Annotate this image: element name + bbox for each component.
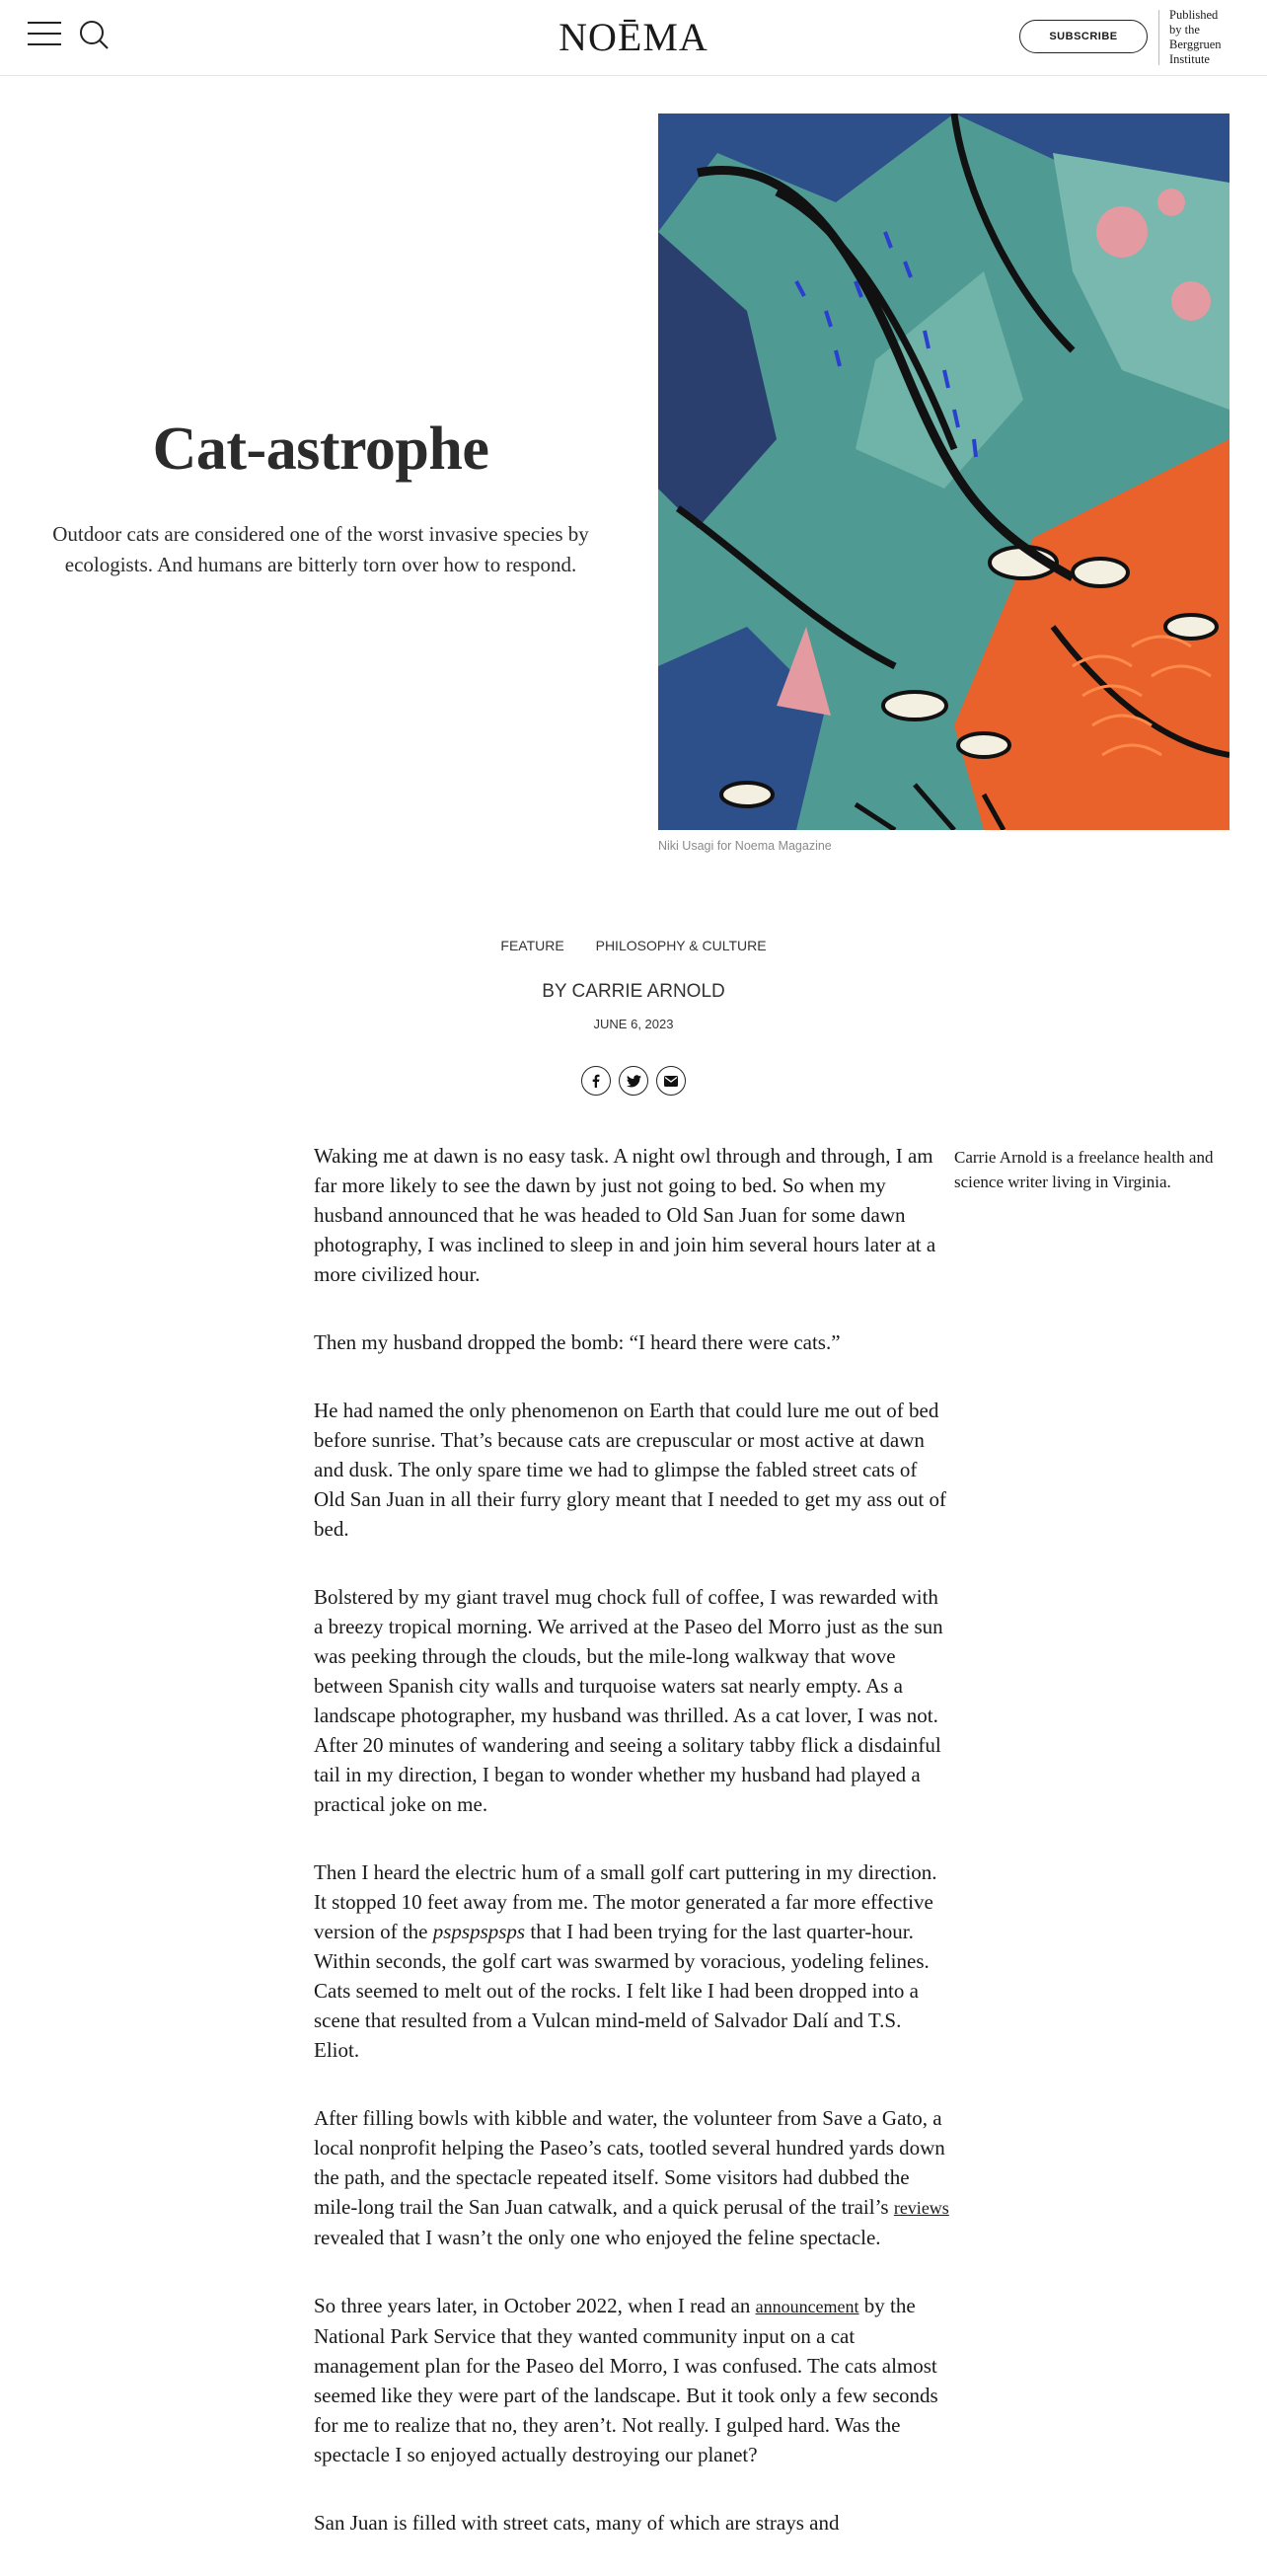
share-email-button[interactable] <box>656 1066 686 1096</box>
publisher-credit[interactable] <box>1169 8 1258 67</box>
reviews-link[interactable]: reviews <box>893 2198 949 2218</box>
author-bio: Carrie Arnold is a freelance health and science writer living in Virginia. <box>954 1148 1214 1191</box>
article-paragraph: Bolstered by my giant travel mug chock full of coffee, I was rewarded with a breezy tropical morning. We arrived at the Paseo del Morro just as the sun was peeking through the clouds, but the mile-long walkway that wove between Spanish city walls and turquoise waters sat nearly empty. As a landscape photographer, my husband was thrilled. As a cat lover, I was not. After 20 minutes of wandering and seeing a solitary tabby flick a disdainful tail in my direction, I began to wonder whether my husband had played a practical joke on me. <box>314 1585 943 1816</box>
article-title: Cat-astrophe <box>152 416 489 483</box>
share-facebook-button[interactable] <box>581 1066 611 1096</box>
article-paragraph: San Juan is filled with street cats, many of which are strays and <box>314 2511 840 2535</box>
article-paragraph <box>314 2103 951 2252</box>
image-caption: Niki Usagi for Noema Magazine <box>658 839 832 853</box>
emphasis-text: pspspspsps <box>432 1920 526 1943</box>
publisher-line: by the <box>1169 23 1200 37</box>
share-bar <box>0 1066 1267 1096</box>
cat-illustration <box>658 114 1230 830</box>
paragraph-text: that I had been trying for the last quarter-hour. Within seconds, the golf cart was swarmed by voracious, yodeling felines. Cats seemed to melt out of the rocks. I felt like I had been dropped into a scene that resulted from a Vulcan mind-meld of Salvador Dalí and T.S. Eliot. <box>314 1920 930 2062</box>
author-link[interactable]: CARRIE ARNOLD <box>571 981 725 1002</box>
article-paragraph: Then my husband dropped the bomb: “I heard there were cats.” <box>314 1330 841 1354</box>
publish-date: JUNE 6, 2023 <box>593 1017 674 1031</box>
site-header <box>0 0 1267 76</box>
twitter-icon <box>627 1075 641 1088</box>
article-paragraph: Waking me at dawn is no easy task. A night owl through and through, I am far more likely to see the dawn by just not going to bed. So when my husband announced that he was headed to Old San Juan for some dawn photography, I was inclined to sleep in and join him several hours later at a more civilized hour. <box>314 1144 936 1286</box>
share-twitter-button[interactable] <box>619 1066 648 1096</box>
announcement-link[interactable]: announcement <box>755 2297 859 2316</box>
facebook-icon <box>589 1074 603 1088</box>
article-paragraph: He had named the only phenomenon on Earth that could lure me out of bed before sunrise. That’s because cats are crepuscular or most active at dawn and dusk. The only spare time we had to glimpse the fabled street cats of Old San Juan in all their furry glory meant that I needed to get my ass out of bed. <box>314 1399 946 1541</box>
site-logo[interactable]: NOĒMA <box>559 15 708 59</box>
article-paragraph <box>314 2291 951 2469</box>
byline-prefix: BY <box>542 981 567 1002</box>
article-body <box>314 1141 951 2576</box>
hero-illustration <box>658 114 1230 830</box>
tag-feature[interactable]: FEATURE <box>500 938 564 953</box>
tag-philosophy-culture[interactable]: PHILOSOPHY & CULTURE <box>595 938 767 953</box>
paragraph-text: After filling bowls with kibble and water, the volunteer from Save a Gato, a local nonprofit helping the Paseo’s cats, tootled several hundred yards down the path, and the spectacle repeated itself. Some visitors had dubbed the mile-long trail the San Juan catwalk, and a quick perusal of the trail’s <box>314 2106 945 2219</box>
paragraph-text: So three years later, in October 2022, when I read an <box>314 2294 756 2317</box>
article-tags <box>0 938 1267 953</box>
article-paragraph <box>314 1857 951 2065</box>
publisher-line: Institute <box>1169 52 1210 66</box>
publisher-line: Berggruen <box>1169 38 1222 51</box>
paragraph-text: Then I heard the electric hum of a small golf cart puttering in my direction. It stopped 10 feet away from me. The motor generated a far more effective version of the <box>314 1860 937 1943</box>
article-dek: Outdoor cats are considered one of the worst invasive species by ecologists. And humans are bitterly torn over how to respond. <box>52 522 589 576</box>
byline <box>0 981 1267 1003</box>
paragraph-text: by the National Park Service that they wanted community input on a cat management plan for the Paseo del Morro, I was confused. The cats almost seemed like they were part of the landscape. But it took only a few seconds for me to realize that no, they aren’t. Not really. I gulped hard. Was the spectacle I so enjoyed actually destroying our planet? <box>314 2294 938 2466</box>
header-divider <box>1158 10 1159 65</box>
publisher-line: Published <box>1169 8 1219 22</box>
paragraph-text: revealed that I wasn’t the only one who enjoyed the feline spectacle. <box>314 2226 881 2249</box>
subscribe-button[interactable]: SUBSCRIBE <box>1019 20 1148 53</box>
email-icon <box>664 1076 678 1087</box>
